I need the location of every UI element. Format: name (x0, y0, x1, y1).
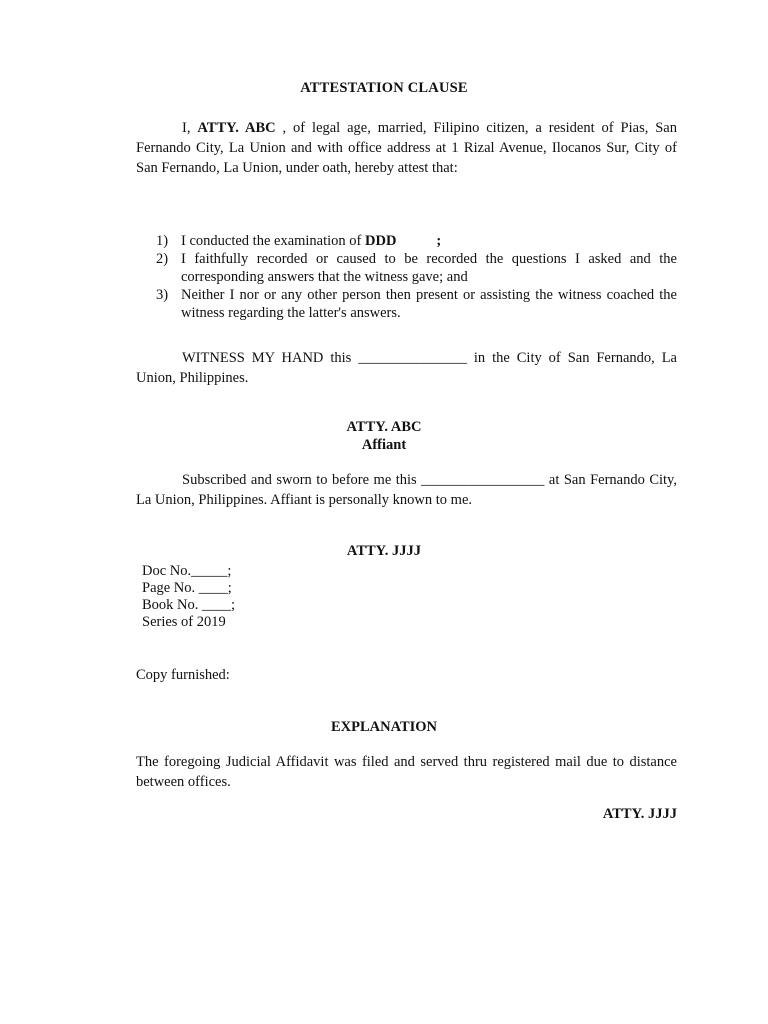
witness-text: WITNESS MY HAND this _______________ in the City of San Fernando, La Union, Philippines. (136, 350, 677, 386)
witness-name: DDD (365, 233, 397, 249)
list-number: 2) (156, 251, 169, 267)
notary-details (142, 563, 235, 631)
explanation-title: EXPLANATION (330, 719, 438, 735)
list-text: I faithfully recorded or caused to be recorded the questions I asked and the corresponding answers that the witness gave; and (181, 251, 677, 285)
list-number: 1) (156, 233, 169, 249)
intro-paragraph (136, 118, 677, 178)
book-number: Book No. ____; (142, 597, 236, 613)
witness-paragraph (136, 348, 677, 388)
list-item (156, 286, 677, 322)
subscribed-paragraph (136, 470, 677, 510)
affiant-name: ATTY. ABC (346, 419, 422, 435)
list-text: Neither I nor or any other person then present or assisting the witness coached the witness regarding the latter's answers. (181, 287, 677, 321)
series-year: Series of 2019 (142, 614, 226, 630)
intro-pre: I, (182, 120, 198, 136)
notary-name: ATTY. JJJJ (346, 543, 422, 559)
list-text-end: ; (396, 233, 442, 249)
subscribed-text: Subscribed and sworn to before me this _________________ at San Fernando City, La Union, Philippines. Affiant is personally known to me. (136, 472, 677, 508)
doc-number: Doc No._____; (142, 563, 232, 579)
explanation-paragraph: The foregoing Judicial Affidavit was filed and served thru registered mail due to distance between offices. (136, 754, 677, 790)
copy-furnished: Copy furnished: (136, 667, 230, 683)
list-text: I conducted the examination of (181, 233, 366, 249)
intro-rest: , of legal age, married, Filipino citizen, a resident of Pias, San Fernando City, La Union and with office address at 1 Rizal Avenue, Ilocanos Sur, City of San Fernando, La Union, under oath, hereby attest that: (136, 120, 677, 176)
attorney-name: ATTY. ABC (197, 120, 276, 136)
final-signature: ATTY. JJJJ (602, 806, 677, 822)
affiant-role: Affiant (361, 437, 407, 453)
attestation-list (156, 232, 677, 322)
document-title: ATTESTATION CLAUSE (300, 80, 468, 96)
list-item (156, 250, 677, 286)
affiant-block (0, 418, 768, 454)
page-number: Page No. ____; (142, 580, 232, 596)
list-number: 3) (156, 287, 169, 303)
list-item (156, 232, 677, 250)
